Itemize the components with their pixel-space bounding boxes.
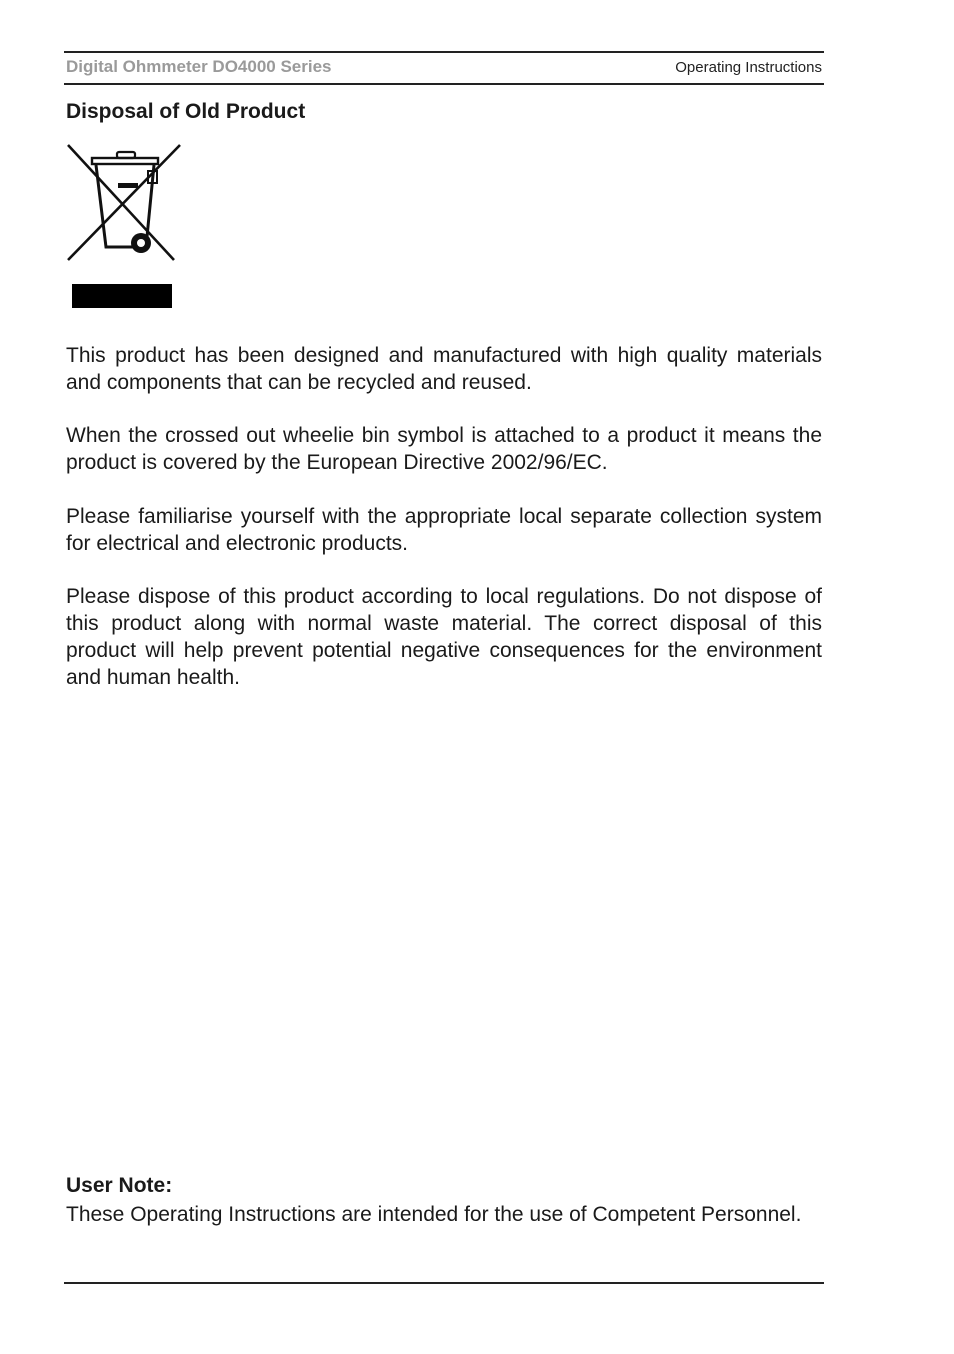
footer-rule: [64, 1282, 824, 1284]
paragraph-recyclable-materials: This product has been designed and manufactured with high quality materials and components that can be recycled and reused.: [66, 344, 822, 394]
paragraph-disposal-regulations: Please dispose of this product according to local regulations. Do not dispose of this product along with normal waste material. The correct disposal of this product will help prevent potential negative consequences for the environment and human health.: [66, 585, 822, 689]
user-note-text: These Operating Instructions are intended for the use of Competent Personnel.: [66, 1203, 802, 1226]
header-document-type: Operating Instructions: [675, 59, 822, 76]
user-note-title: User Note:: [66, 1174, 173, 1197]
paragraph-collection-system: Please familiarise yourself with the appropriate local separate collection system for electrical and electronic products.: [66, 505, 822, 555]
header-bottom-rule: [64, 83, 824, 85]
crossed-out-wheelie-bin-icon: [66, 143, 182, 311]
paragraph-weee-directive: When the crossed out wheelie bin symbol is attached to a product it means the product is covered by the European Directive 2002/96/EC.: [66, 424, 822, 474]
header-product-title: Digital Ohmmeter DO4000 Series: [66, 57, 332, 76]
section-title: Disposal of Old Product: [66, 100, 306, 123]
header-top-rule: [64, 51, 824, 53]
